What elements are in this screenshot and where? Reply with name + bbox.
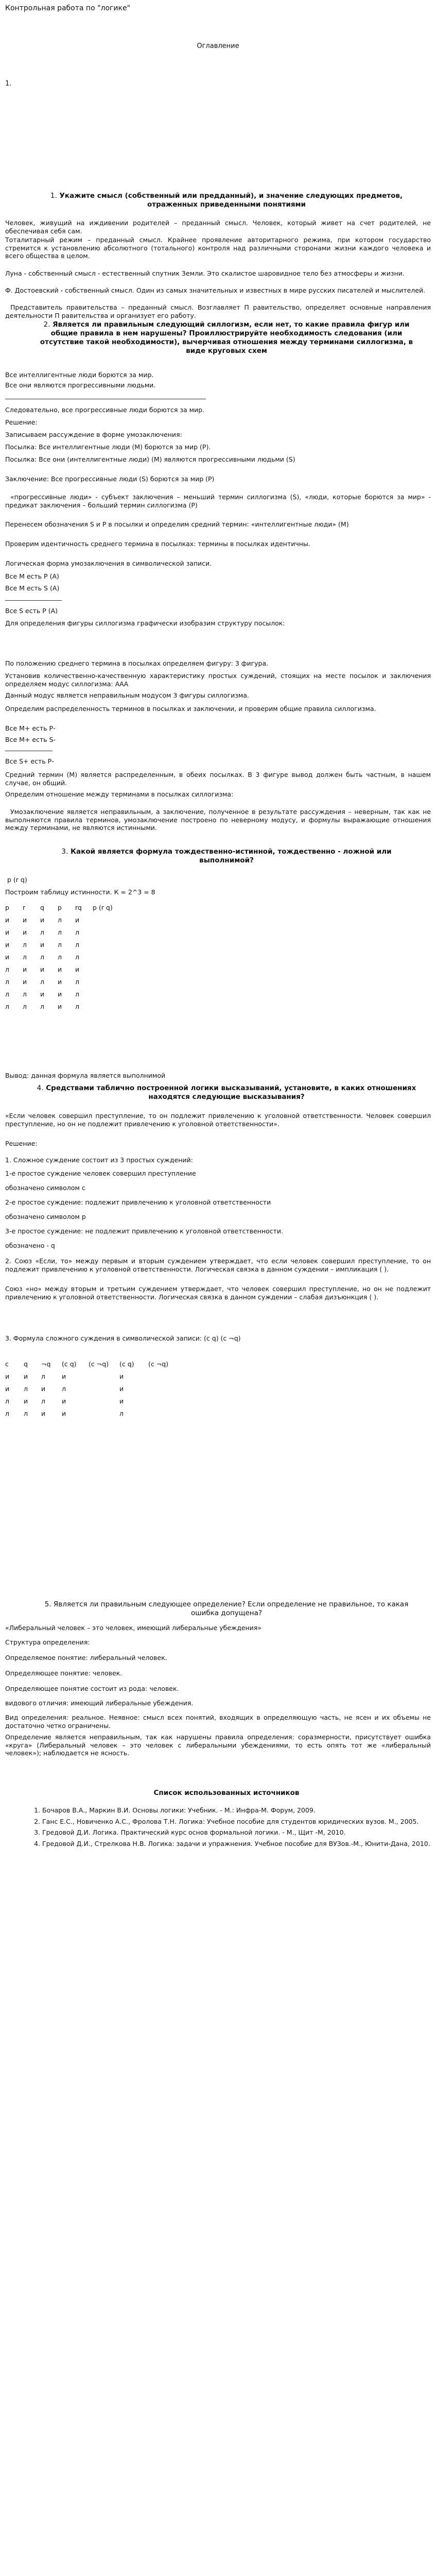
text-line: Записываем рассуждение в форме умозаключения: xyxy=(5,431,182,438)
text-line: 2-е простое суждение: подлежит привлечению к уголовной ответственности xyxy=(5,1198,271,1206)
section-1-heading xyxy=(36,192,417,209)
table-header-cell: (c ¬q) xyxy=(148,1360,169,1368)
table-row xyxy=(5,976,134,988)
paragraph: Определим распределенность терминов в посылках и заключении, и проверим общие правила силлогизма. xyxy=(5,705,376,713)
section-5-heading xyxy=(36,1600,417,1618)
formula-text: p (r q) xyxy=(7,876,27,884)
table-cell: л xyxy=(75,1003,79,1011)
text-line: Решение: xyxy=(5,1140,38,1147)
paragraph: Посылка: Все они (интеллигентные люди) (М) являются прогрессивными людьми (S) xyxy=(5,455,295,463)
table-cell: л xyxy=(5,978,9,986)
section-3-heading xyxy=(36,848,417,865)
paragraph: 2. Союз «Если, то» между первым и вторым суждением утверждает, что если человек совершил преступление, то он подлежит привлечению к уголовной ответственности. Логическая связка в данном суждении – импликация ( ). xyxy=(5,1257,431,1273)
table-cell: и xyxy=(119,1372,124,1381)
table-cell: и xyxy=(5,916,10,924)
table-row xyxy=(5,926,134,939)
paragraph: Умозаключение является неправильным, а заключение, полученное в результате рассуждения – неверным, так как не выполняются правила терминов, умозаключение построено по неверному модусу, и формулы выражающие отношения между терминами, не являются истинными. xyxy=(5,808,431,832)
text-line: Посылка: Все интеллигентные люди (М) борются за мир (Р). xyxy=(5,443,211,451)
table-row xyxy=(5,914,134,926)
paragraph: Определение является неправильным, так как нарушены правила определения: соразмерности, присутствует ошибка «круга» (Либеральный человек – это человек с либеральными убеждениями, то есть опять тот же «либеральный человек»); наблюдается не ясность. xyxy=(5,1733,431,1757)
table-cell: и xyxy=(5,941,10,949)
table-cell: и xyxy=(62,1372,66,1381)
paragraph: Луна - собственный смысл - естественный спутник Земли. Это скалистое шаровидное тело без атмосферы и жизни. xyxy=(5,269,405,277)
table-cell: и xyxy=(40,965,45,974)
table-row xyxy=(5,951,134,963)
table-cell: и xyxy=(40,916,45,924)
table-cell: л xyxy=(75,953,79,961)
table-cell: л xyxy=(23,953,27,961)
table-cell: и xyxy=(23,928,27,937)
text-line: Все М+ есть Р- xyxy=(5,724,56,732)
table-cell xyxy=(89,1408,119,1420)
table-cell: и xyxy=(62,1410,66,1418)
text-line: Определяемое понятие: либеральный человек. xyxy=(5,1654,167,1662)
list-item: 4. Гредовой Д.И., Стрелкова Н.В. Логика: задачи и упражнения. Учебное пособие для ВУЗов.-М., Юнити-Дана, 2010. xyxy=(42,1840,433,1848)
paragraph: Вид определения: реальное. Неявное: смысл всех понятий, входящих в определяющую часть, не ясен и их объемы не достаточно четко ограничены. xyxy=(5,1714,431,1730)
table-cell: и xyxy=(58,990,62,998)
paragraph: Представитель правительства – преданный смысл. Возглавляет П равительство, определяет основные направления деятельности П равительства и организует его работу. xyxy=(5,303,431,319)
table-cell: и xyxy=(40,990,45,998)
truth-table-2 xyxy=(5,1358,184,1420)
table-row xyxy=(5,988,134,1001)
text-line: 1. Сложное суждение состоит из 3 простых суждений: xyxy=(5,1156,193,1164)
table-cell: л xyxy=(75,978,79,986)
text-line: 3. Формула сложного суждения в символической записи: (c q) (c ¬q) xyxy=(5,1334,241,1342)
table-cell: и xyxy=(23,978,27,986)
table-cell: л xyxy=(40,928,44,937)
table-cell: и xyxy=(58,1003,62,1011)
table-cell: л xyxy=(58,953,62,961)
table-cell: и xyxy=(119,1385,124,1393)
table-cell: и xyxy=(5,1385,10,1393)
table-cell: и xyxy=(23,916,27,924)
text-line: видового отличия: имеющий либеральные убеждения. xyxy=(5,1699,194,1707)
table-cell: и xyxy=(75,965,80,974)
text-line: Все интеллигентные люди борются за мир. xyxy=(5,371,154,379)
text-line: «Либеральный человек – это человек, имеющий либеральные убеждения» xyxy=(5,1624,261,1632)
truth-table-header-row xyxy=(5,902,134,914)
table-cell: л xyxy=(75,990,79,998)
truth-table-header-row xyxy=(5,1358,184,1370)
table-cell: и xyxy=(24,1397,28,1405)
table-cell xyxy=(93,914,134,926)
table-cell: л xyxy=(24,1410,28,1418)
table-cell: и xyxy=(75,916,80,924)
table-cell xyxy=(89,1383,119,1395)
table-cell: л xyxy=(5,1003,9,1011)
section-2-title: Является ли правильным следующий силлогизм, если нет, то какие правила фигур или общие правила в нем нарушены? Проиллюстрируйте необходимость следования (или отсутствие такой необходимости), вычерчивая отношения между терминами силлогизма, в виде круговых схем xyxy=(40,320,413,355)
table-cell: и xyxy=(41,1410,46,1418)
table-row xyxy=(5,939,134,951)
table-row xyxy=(5,963,134,976)
table-cell: и xyxy=(5,953,10,961)
table-header-cell: r xyxy=(23,904,26,912)
table-cell xyxy=(148,1395,184,1408)
table-cell: л xyxy=(58,916,62,924)
text-line: Логическая форма умозаключения в символической записи. xyxy=(5,560,212,567)
paragraph: Союз «но» между вторым и третьим суждением утверждает, что человек совершил преступление, но он не подлежит привлечению к уголовной ответственности. Логическая связка в данном суждении – слабая дизъюнкция ( ). xyxy=(5,1285,431,1301)
section-1-title: Укажите смысл (собственный или предданный), и значение следующих предметов, отраженных приведенными понятиями xyxy=(59,192,403,209)
table-cell: л xyxy=(5,990,9,998)
table-row xyxy=(5,1408,184,1420)
table-header-cell: р (r q) xyxy=(93,904,113,912)
text-line: Заключение: Все прогрессивные люди (S) борются за мир (Р) xyxy=(5,475,215,483)
table-cell: л xyxy=(24,1385,28,1393)
section-1-number: 1. xyxy=(50,192,57,200)
table-cell: и xyxy=(58,978,62,986)
text-line: Все М+ есть S- xyxy=(5,736,56,743)
text-line: Данный модус является неправильным модусом 3 фигуры силлогизма. xyxy=(5,691,249,699)
text-line: 3-е простое суждение: не подлежит привлечению к уголовной ответственности. xyxy=(5,1227,283,1235)
text-line: Следовательно, все прогрессивные люди борются за мир. xyxy=(5,406,205,414)
text-line: Вывод: данная формула является выполнимой xyxy=(5,1072,166,1079)
table-cell xyxy=(89,1395,119,1408)
section-2-heading xyxy=(36,320,417,355)
paragraph: Человек, живущий на иждивении родителей – преданный смысл. Человек, который живет на счет родителей, не обеспечивая себя сам. xyxy=(5,219,431,235)
paragraph: «Если человек совершил преступление, то он подлежит привлечению к уголовной ответственности. Человек совершил преступление, но он не подлежит привлечению к уголовной ответственности». xyxy=(5,1112,431,1128)
table-cell xyxy=(148,1383,184,1395)
table-cell: л xyxy=(5,1410,9,1418)
table-header-cell: (c q) xyxy=(119,1360,134,1368)
references-list xyxy=(31,1806,433,1851)
table-header-cell: c xyxy=(5,1360,9,1368)
table-cell: и xyxy=(40,941,45,949)
text-line: обозначено символом с xyxy=(5,1184,85,1192)
section-5-title: Является ли правильным следующее определение? Если определение не правильное, то какая ошибка допущена? xyxy=(53,1600,409,1617)
table-header-cell: (c q) xyxy=(62,1360,77,1368)
table-cell: л xyxy=(41,1397,45,1405)
table-row xyxy=(5,1370,184,1383)
section-5-number: 5. xyxy=(44,1600,51,1608)
section-4-title: Средствами таблично построенной логики высказываний, установите, в каких отношениях находятся следующие высказывания? xyxy=(46,1084,416,1101)
paragraph: Средний термин (М) является распределенным, в обеих посылках. В 3 фигуре вывод должен быть частным, в нашем случае, он общий. xyxy=(5,771,431,787)
paragraph: «прогрессивные люди» - субъект заключения – меньший термин силлогизма (S), «люди, которые борются за мир» - предикат заключения – больший термин силлогизма (Р) xyxy=(5,493,431,509)
table-cell: л xyxy=(75,941,79,949)
list-item: 1. Бочаров В.А., Маркин В.И. Основы логики: Учебник. - М.: Инфра-М. Форум, 2009. xyxy=(42,1806,433,1815)
table-cell: л xyxy=(58,941,62,949)
text-line: Построим таблицу истинности. К = 2^3 = 8 xyxy=(5,888,155,896)
section-3-title: Какой является формула тождественно-истинной, тождественно - ложной или выполнимой? xyxy=(71,848,392,865)
text-line: Определяющее понятие: человек. xyxy=(5,1669,123,1677)
table-header-cell: q xyxy=(24,1360,28,1368)
paragraph: Установив количественно-качественную характеристику простых суждений, стоящих на месте посылок и заключения определяем модус силлогизма: ААА xyxy=(5,672,431,688)
text-line: Решение: xyxy=(5,418,38,426)
text-line: Все М есть S (А) xyxy=(5,584,60,592)
text-line: Все М есть Р (А) xyxy=(5,572,59,580)
table-cell: л xyxy=(41,1372,45,1381)
table-cell: л xyxy=(23,941,27,949)
document-title: Контрольная работа по "логике" xyxy=(5,4,131,12)
paragraph: Для определения фигуры силлогизма графически изобразим структуру посылок: xyxy=(5,619,285,627)
table-cell: л xyxy=(40,953,44,961)
text-line: Все S есть Р (А) xyxy=(5,607,58,615)
table-cell: л xyxy=(58,928,62,937)
table-cell: л xyxy=(40,1003,44,1011)
table-header-cell: q xyxy=(40,904,44,912)
table-cell: л xyxy=(119,1410,124,1418)
table-cell xyxy=(93,963,134,976)
text-line: По положению среднего термина в посылках определяем фигуру: 3 фигура. xyxy=(5,659,269,667)
table-cell: л xyxy=(23,1003,27,1011)
table-cell xyxy=(148,1408,184,1420)
table-row xyxy=(5,1395,184,1408)
section-4-number: 4. xyxy=(37,1084,44,1092)
text-line: Все S+ есть Р- xyxy=(5,757,54,765)
table-cell: и xyxy=(5,928,10,937)
table-cell xyxy=(93,976,134,988)
table-cell: и xyxy=(62,1397,66,1405)
list-item: 2. Ганс Е.С., Новиченко А.С., Фролова Т.Н. Логика: Учебное пособие для студентов юридических вузов. М., 2005. xyxy=(42,1818,433,1826)
table-cell xyxy=(89,1370,119,1383)
paragraph: Тоталитарный режим – преданный смысл. Крайнее проявление авторитарного режима, при котором государство стремится к установлению абсолютного (тотального) контроля над различными сторонами жизни каждого человека и всего общества в целом. xyxy=(5,236,431,260)
text-line: Все они являются прогрессивными людьми. xyxy=(5,381,156,389)
table-cell: и xyxy=(119,1397,124,1405)
table-header-cell: ¬q xyxy=(41,1360,51,1368)
table-header-cell: р xyxy=(5,904,9,912)
text-line: 1-е простое суждение человек совершил преступление xyxy=(5,1170,196,1177)
table-cell xyxy=(93,951,134,963)
table-cell xyxy=(148,1370,184,1383)
text-line: обозначено символом р xyxy=(5,1213,86,1221)
table-cell xyxy=(93,988,134,1001)
section-2-number: 2. xyxy=(43,320,50,329)
divider-line xyxy=(5,600,62,601)
text-line: обозначено - q xyxy=(5,1242,55,1249)
paragraph: Проверим идентичность среднего термина в посылках: термины в посылках идентичны. xyxy=(5,540,310,548)
text-line: Определим отношение между терминами в посылках силлогизма: xyxy=(5,790,234,798)
text-line: Определяющее понятие состоит из рода: человек. xyxy=(5,1685,179,1692)
text-line: Структура определения: xyxy=(5,1638,90,1646)
toc-item-number: 1. xyxy=(5,80,12,88)
table-cell: и xyxy=(5,1372,10,1381)
section-4-heading xyxy=(36,1084,417,1101)
section-3-number: 3. xyxy=(61,848,68,856)
table-cell xyxy=(93,1001,134,1013)
table-cell xyxy=(93,926,134,939)
table-header-cell: rq xyxy=(75,904,82,912)
references-heading: Список использованных источников xyxy=(153,1789,300,1797)
list-item: 3. Гредовой Д.И. Логика. Практический курс основ формальной логики. - М., Щит -М, 2010. xyxy=(42,1828,433,1837)
table-row xyxy=(5,1383,184,1395)
table-cell: л xyxy=(23,990,27,998)
table-header-cell: (c ¬q) xyxy=(89,1360,109,1368)
table-cell xyxy=(93,939,134,951)
table-cell: л xyxy=(5,1397,9,1405)
table-cell: и xyxy=(41,1385,46,1393)
table-row xyxy=(5,1001,134,1013)
table-cell: л xyxy=(40,978,44,986)
table-cell: и xyxy=(58,965,62,974)
table-cell: и xyxy=(24,1372,28,1381)
table-cell: л xyxy=(62,1385,66,1393)
paragraph: Ф. Достоевский - собственный смысл. Один из самых значительных и известных в мире русских писателей и мыслителей. xyxy=(5,286,426,294)
table-cell: л xyxy=(75,928,79,937)
table-cell: л xyxy=(5,965,9,974)
paragraph: Перенесем обозначения S и Р в посылки и определим средний термин: «интеллигентные люди» (М) xyxy=(5,520,349,528)
table-cell: и xyxy=(23,965,27,974)
table-of-contents-heading: Оглавление xyxy=(197,42,239,50)
table-header-cell: р xyxy=(58,904,62,912)
truth-table-1 xyxy=(5,902,134,1013)
